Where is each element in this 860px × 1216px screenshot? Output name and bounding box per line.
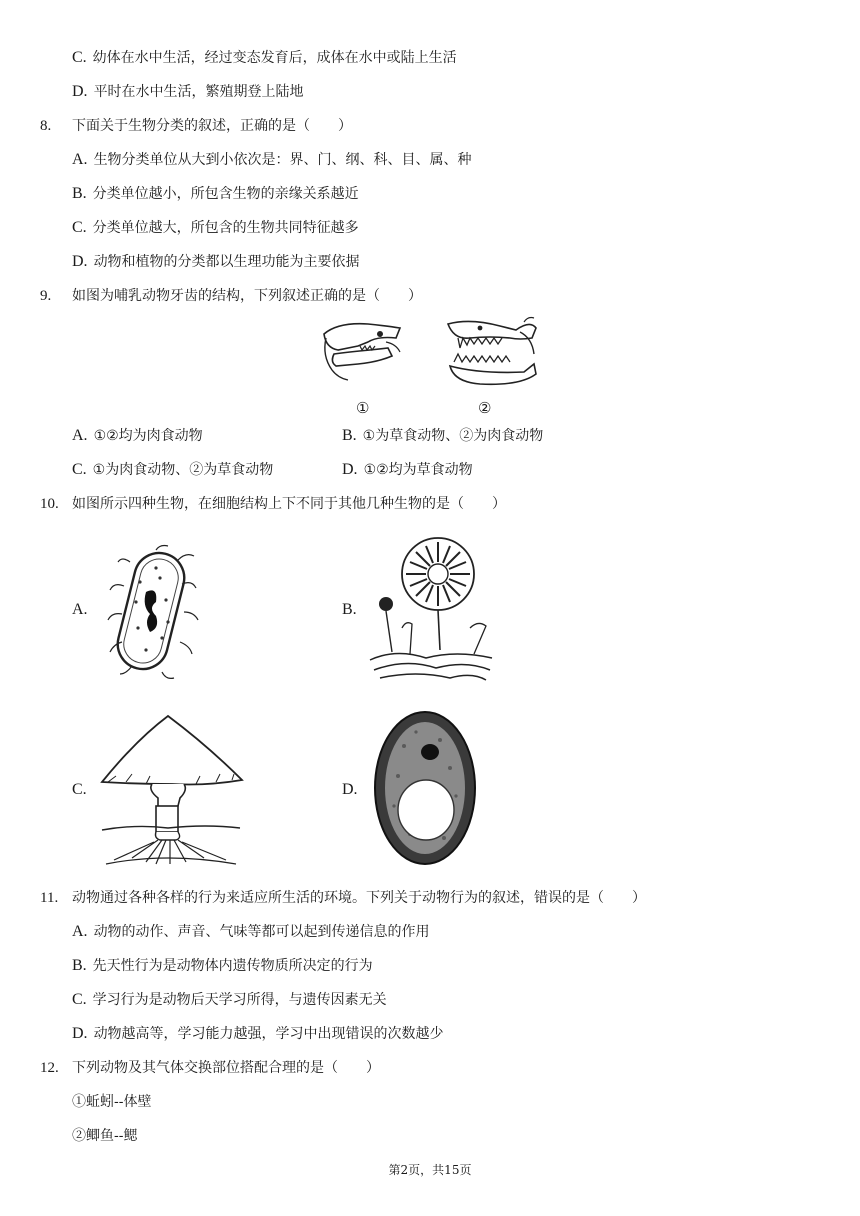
option-letter: C. — [72, 219, 87, 236]
option-text: 平时在水中生活，繁殖期登上陆地 — [93, 84, 304, 100]
q9-option-b — [342, 426, 543, 446]
option-letter: D. — [72, 253, 88, 270]
mold-figure — [366, 532, 496, 686]
q9-stem: 如图为哺乳动物牙齿的结构，下列叙述正确的是（ ） — [72, 288, 422, 304]
q8-option-c — [72, 218, 359, 238]
option-letter: C. — [72, 49, 87, 66]
q9-option-a — [72, 426, 203, 446]
q11-stem: 动物通过各种各样的行为来适应所生活的环境。下列关于动物行为的叙述，错误的是（ ） — [72, 890, 646, 906]
option-letter: A. — [72, 601, 88, 618]
option-text: 动物和植物的分类都以生理功能为主要依据 — [93, 254, 360, 270]
question-number: 11. — [40, 890, 59, 906]
q10-option-b — [342, 600, 363, 620]
q12-item-2: ②鲫鱼--鳃 — [72, 1128, 138, 1144]
figure-label-1: ① — [356, 399, 370, 417]
q8-option-a — [72, 150, 472, 170]
q10-option-c — [72, 780, 93, 800]
carnivore-skull-figure — [440, 314, 544, 392]
q10-stem: 如图所示四种生物，在细胞结构上下不同于其他几种生物的是（ ） — [72, 496, 506, 512]
option-letter: D. — [72, 83, 88, 100]
option-letter: D. — [72, 1025, 88, 1042]
q12-stem: 下列动物及其气体交换部位搭配合理的是（ ） — [72, 1060, 380, 1076]
option-letter: B. — [72, 185, 87, 202]
option-letter: D. — [342, 781, 358, 798]
option-letter: B. — [342, 601, 357, 618]
option-text: ①②均为草食动物 — [363, 462, 473, 478]
q10-option-a — [72, 600, 94, 620]
page-footer: 第2页，共15页 — [388, 1163, 472, 1177]
option-letter: B. — [342, 427, 357, 444]
option-text: 生物分类单位从大到小依次是：界、门、纲、科、目、属、种 — [93, 152, 472, 168]
q9-option-d — [342, 460, 473, 480]
option-text: ①为肉食动物、②为草食动物 — [92, 462, 274, 478]
q8-option-b — [72, 184, 359, 204]
option-letter: C. — [72, 461, 87, 478]
q12-item-1: ①蚯蚓--体壁 — [72, 1094, 152, 1110]
option-text: 动物越高等，学习能力越强，学习中出现错误的次数越少 — [93, 1026, 444, 1042]
option-text: 分类单位越小，所包含生物的亲缘关系越近 — [92, 186, 359, 202]
option-text: 动物的动作、声音、气味等都可以起到传递信息的作用 — [93, 924, 430, 940]
q8-stem: 下面关于生物分类的叙述，正确的是（ ） — [72, 118, 352, 134]
option-text: ①为草食动物、②为肉食动物 — [362, 428, 544, 444]
option-letter: A. — [72, 427, 88, 444]
q7-option-d — [72, 82, 304, 102]
q7-option-c — [72, 48, 457, 68]
option-letter: C. — [72, 991, 87, 1008]
q10-option-d — [342, 780, 364, 800]
option-text: 学习行为是动物后天学习所得，与遗传因素无关 — [92, 992, 387, 1008]
figure-label-2: ② — [478, 399, 492, 417]
q9-option-c — [72, 460, 273, 480]
option-letter: A. — [72, 151, 88, 168]
q11-option-a — [72, 922, 430, 942]
yeast-cell-figure — [370, 706, 480, 870]
option-letter: C. — [72, 781, 87, 798]
option-text: 分类单位越大，所包含的生物共同特征越多 — [92, 220, 359, 236]
question-number: 8. — [40, 118, 52, 134]
q11-option-d — [72, 1024, 444, 1044]
q11-option-b — [72, 956, 373, 976]
question-number: 9. — [40, 288, 52, 304]
question-number: 10. — [40, 496, 59, 512]
option-text: 先天性行为是动物体内遗传物质所决定的行为 — [92, 958, 373, 974]
option-text: 幼体在水中生活，经过变态发育后，成体在水中或陆上生活 — [92, 50, 457, 66]
bacterium-figure — [96, 542, 206, 682]
question-number: 12. — [40, 1060, 59, 1076]
option-letter: A. — [72, 923, 88, 940]
mushroom-figure — [96, 712, 246, 868]
option-text: ①②均为肉食动物 — [93, 428, 203, 444]
q8-option-d — [72, 252, 360, 272]
option-letter: D. — [342, 461, 358, 478]
option-letter: B. — [72, 957, 87, 974]
herbivore-skull-figure — [318, 316, 408, 386]
q11-option-c — [72, 990, 387, 1010]
